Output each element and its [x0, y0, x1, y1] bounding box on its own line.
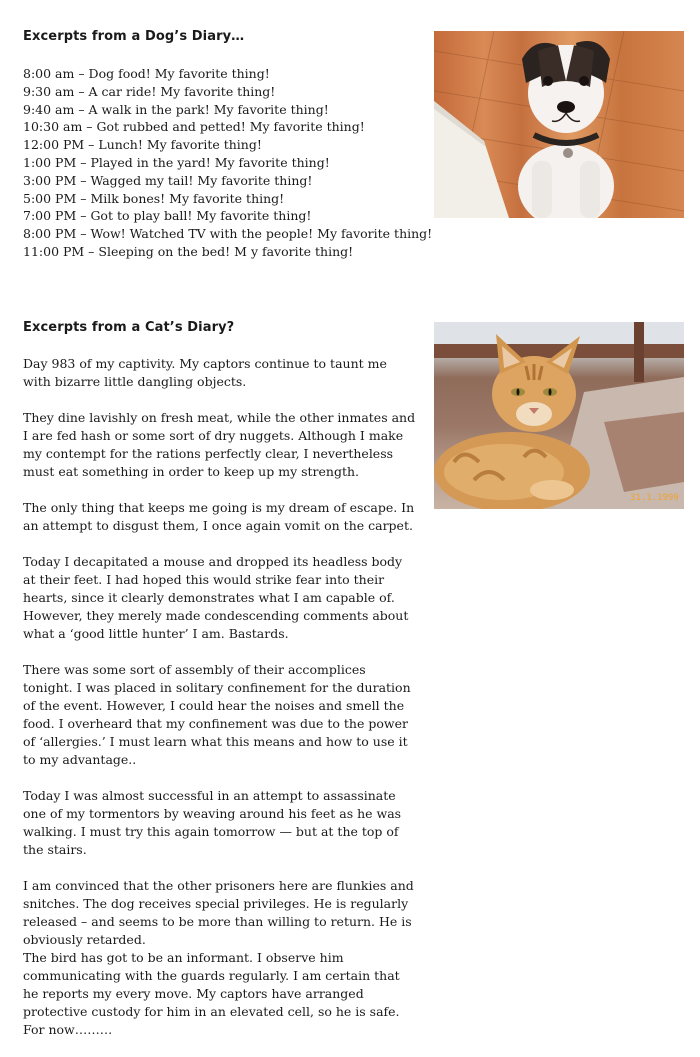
diary-entry: 7:00 PM – Got to play ball! My favorite thing!	[23, 208, 312, 224]
diary-paragraph: Today I decapitated a mouse and dropped its headless body at their feet. I had hoped this would strike fear into their hearts, since it clearly demonstrates what I am capable of. However, they merely made condescending comments about what a ‘good little hunter’ I am. Bastards.	[23, 554, 409, 641]
diary-paragraph: The only thing that keeps me going is my dream of escape. In an attempt to disgust them, I once again vomit on the carpet.	[23, 500, 415, 533]
dog-illustration	[434, 31, 684, 218]
diary-paragraph: They dine lavishly on fresh meat, while the other inmates and I are fed hash or some sort of dry nuggets. Although I make my contempt for the rations perfectly clear, I nevertheless must eat something in order to keep up my strength.	[23, 410, 416, 479]
diary-entry: 1:00 PM – Played in the yard! My favorite thing!	[23, 154, 330, 170]
photo-date-stamp: 31.1.1999	[630, 493, 679, 503]
dog-diary-title: Excerpts from a Dog’s Diary…	[23, 29, 245, 44]
cat-photo	[434, 322, 684, 509]
diary-entry: 3:00 PM – Wagged my tail! My favorite thing!	[23, 172, 313, 188]
diary-entry: 8:00 am – Dog food! My favorite thing!	[23, 66, 270, 81]
diary-paragraph: The bird has got to be an informant. I observe him communicating with the guards regularly. I am certain that he reports my every move. My captors have arranged protective custody for him in an elevated cell, so he is safe. For now………	[23, 950, 400, 1037]
dog-photo	[434, 31, 684, 218]
diary-entry: 5:00 PM – Milk bones! My favorite thing!	[23, 190, 285, 206]
diary-entry: 9:40 am – A walk in the park! My favorite thing!	[23, 101, 329, 117]
diary-paragraph: There was some sort of assembly of their accomplices tonight. I was placed in solitary confinement for the duration of the event. However, I could hear the noises and smell the food. I overheard that my confinement was due to the power of ‘allergies.’ I must learn what this means and how to use it to my advantage..	[23, 662, 411, 767]
cat-diary-body	[23, 355, 418, 1057]
diary-entry: 10:30 am – Got rubbed and petted! My favorite thing!	[23, 119, 365, 135]
diary-paragraph: Day 983 of my captivity. My captors continue to taunt me with bizarre little dangling objects.	[23, 356, 387, 389]
diary-paragraph: I am convinced that the other prisoners here are flunkies and snitches. The dog receives special privileges. He is regularly released – and seems to be more than willing to return. He is obviously retarded.	[23, 878, 414, 947]
diary-paragraph: Today I was almost successful in an attempt to assassinate one of my tormentors by weaving around his feet as he was walking. I must try this again tomorrow — but at the top of the stairs.	[23, 788, 402, 857]
diary-entry: 12:00 PM – Lunch! My favorite thing!	[23, 137, 262, 153]
diary-entry: 11:00 PM – Sleeping on the bed! M y favorite thing!	[23, 243, 354, 259]
cat-illustration	[434, 322, 684, 509]
dog-diary-entries	[23, 65, 433, 261]
diary-entry: 9:30 am – A car ride! My favorite thing!	[23, 83, 276, 99]
cat-diary-title: Excerpts from a Cat’s Diary?	[23, 320, 235, 335]
diary-entry: 8:00 PM – Wow! Watched TV with the people! My favorite thing!	[23, 226, 433, 242]
